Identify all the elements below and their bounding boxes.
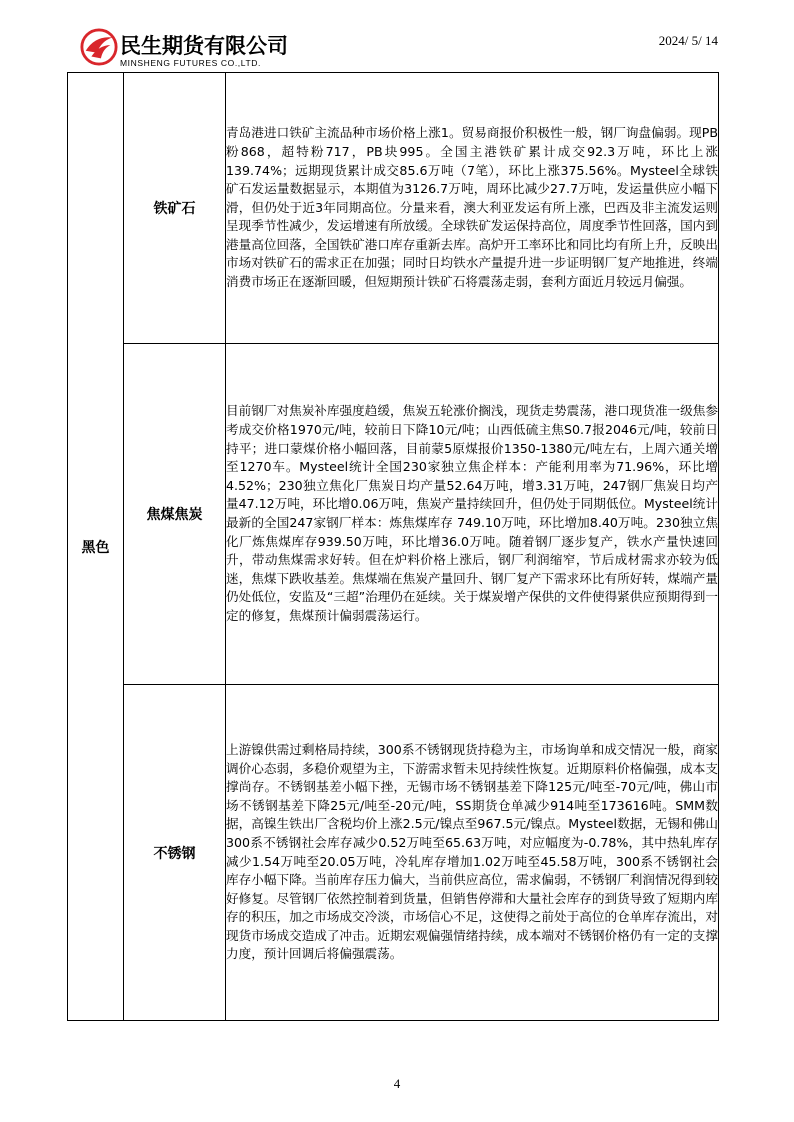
page-number: 4 [393,1076,401,1091]
company-logo [80,28,320,72]
commodity-table [67,72,719,1021]
commodity-name: 焦煤焦炭 [124,344,226,685]
commodity-analysis: 目前钢厂对焦炭补库强度趋缓，焦炭五轮涨价搁浅，现货走势震荡，港口现货准一级焦参考成交价格1970元/吨，较前日下降10元/吨；山西低硫主焦S0.7报2046元/吨，较前日持平；进口蒙煤价格小幅回落，目前蒙5原煤报价1350-1380元/吨左右，上周六通关增至1270车。Mysteel统计全国230家独立焦企样本：产能利用率为71.96%，环比增4.52%；230独立焦化厂焦炭日均产量52.64万吨，增3.31万吨，247钢厂焦炭日均产量47.12万吨，环比增0.06万吨，焦炭产量持续回升，但仍处于同期低位。Mysteel统计最新的全国247家钢厂样本：炼焦煤库存 749.10万吨，环比增加8.40万吨。230独立焦化厂炼焦煤库存939.50万吨，环比增36.0万吨。随着钢厂逐步复产，铁水产量快速回升，带动焦煤需求好转。但在炉料价格上涨后，钢厂利润缩窄，节后成材需求亦较为低迷，焦煤下跌收基差。焦煤端在焦炭产量回升、钢厂复产下需求环比有所好转，煤端产量仍处低位，安监及“三超”治理仍在延续。关于煤炭增产保供的文件使得紧供应预期得到一定的修复，焦煤预计偏弱震荡运行。 [226,344,719,685]
company-name-cn: 民生期货有限公司 [120,34,288,58]
category-cell: 黑色 [68,73,124,1021]
report-date: 2024/ 5/ 14 [658,33,718,48]
table-row [68,344,719,685]
minsheng-logo-icon [80,28,118,66]
commodity-analysis: 青岛港进口铁矿主流品种市场价格上涨1。贸易商报价积极性一般，钢厂询盘偏弱。现PB粉868，超特粉717，PB块995。全国主港铁矿累计成交92.3万吨，环比上涨139.74%；远期现货累计成交85.6万吨（7笔），环比上涨375.56%。Mysteel全球铁矿石发运量数据显示，本期值为3126.7万吨，周环比减少27.7万吨，发运量供应小幅下滑，但仍处于近3年同期高位。分量来看，澳大利亚发运有所上涨，巴西及非主流发运则呈现季节性减少，发运增速有所放缓。全球铁矿发运保持高位，周度季节性回落，国内到港量高位回落，全国铁矿港口库存重新去库。高炉开工率环比和同比均有所上升，反映出市场对铁矿石的需求正在加强；同时日均铁水产量提升进一步证明钢厂复产地推进，终端消费市场正在逐渐回暖，但短期预计铁矿石将震荡走弱，套利方面近月较远月偏强。 [226,73,719,344]
table-row [68,685,719,1021]
commodity-analysis: 上游镍供需过剩格局持续，300系不锈钢现货持稳为主，市场询单和成交情况一般，商家调价心态弱，多稳价观望为主，下游需求暂未见持续性恢复。近期原料价格偏强，成本支撑尚存。不锈钢基差小幅下挫，无锡市场不锈钢基差下降125元/吨至-70元/吨，佛山市场不锈钢基差下降25元/吨至-20元/吨，SS期货仓单减少914吨至173616吨。SMM数据，高镍生铁出厂含税均价上涨2.5元/镍点至967.5元/镍点。Mysteel数据，无锡和佛山300系不锈钢社会库存减少0.52万吨至65.63万吨，对应幅度为-0.78%，其中热轧库存减少1.54万吨至20.05万吨，冷轧库存增加1.02万吨至45.58万吨，300系不锈钢社会库存小幅下降。当前库存压力偏大，当前供应高位，需求偏弱，不锈钢厂利润情况得到较好修复。尽管钢厂依然控制着到货量，但销售停滞和大量社会库存的到货导致了短期内库存的积压，加之市场成交冷淡，市场信心不足，这使得之前处于高位的仓单库存流出，对现货市场成交造成了冲击。近期宏观偏强情绪持续，成本端对不锈钢价格仍有一定的支撑力度，预计回调后将偏强震荡。 [226,685,719,1021]
commodity-name: 不锈钢 [124,685,226,1021]
company-name-en: MINSHENG FUTURES CO.,LTD. [120,58,261,68]
table-row [68,73,719,344]
commodity-name: 铁矿石 [124,73,226,344]
